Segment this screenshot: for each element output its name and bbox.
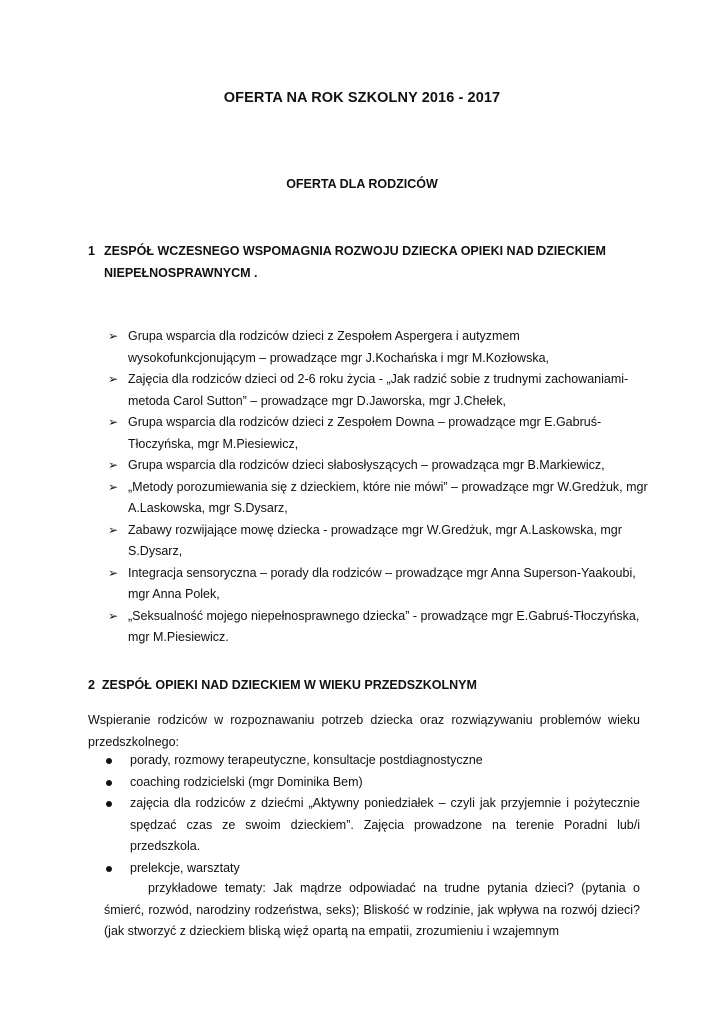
arrow-bullet-icon: ➢ xyxy=(108,479,119,494)
list-item: porady, rozmowy terapeutyczne, konsultacje postdiagnostyczne xyxy=(104,750,640,772)
section-2-heading-text: ZESPÓŁ OPIEKI NAD DZIECKIEM W WIEKU PRZEDSZKOLNYM xyxy=(101,678,477,692)
section-1-heading-line2: NIEPEŁNOSPRAWNYCM . xyxy=(104,266,258,280)
list-item: coaching rodzicielski (mgr Dominika Bem) xyxy=(104,772,640,794)
list-item: ➢ „Metody porozumiewania się z dzieckiem, które nie mówi” – prowadzące mgr W.Gredżuk, mgr A.Laskowska, mgr S.Dysarz, xyxy=(108,477,648,520)
arrow-bullet-icon: ➢ xyxy=(108,458,119,472)
list-item: prelekcje, warsztaty xyxy=(104,858,640,880)
section-2-intro: Wspieranie rodziców w rozpoznawaniu potrzeb dziecka oraz rozwiązywaniu problemów wieku przedszkolnego: xyxy=(88,713,640,749)
list-item: ➢ Grupa wsparcia dla rodziców dzieci z Zespołem Aspergera i autyzmem wysokofunkcjonującym – prowadzące mgr J.Kochańska i mgr M.Kozłowska, xyxy=(108,326,648,369)
arrow-bullet-icon: ➢ xyxy=(108,372,119,386)
section-1-heading xyxy=(88,240,648,284)
bullet-dot-icon xyxy=(106,866,112,872)
bullet-dot-icon xyxy=(106,801,112,807)
arrow-bullet-icon: ➢ xyxy=(108,608,119,623)
list-item: ➢ Zabawy rozwijające mowę dziecka - prowadzące mgr W.Gredżuk, mgr A.Laskowska, mgr S.Dysarz, xyxy=(108,520,648,563)
arrow-bullet-icon: ➢ xyxy=(108,565,119,580)
section-1-list xyxy=(108,326,648,649)
document-subtitle: OFERTA DLA RODZICÓW xyxy=(286,177,438,191)
list-item: ➢ „Seksualność mojego niepełnosprawnego dziecka” - prowadzące mgr E.Gabruś-Tłoczyńska, mgr M.Piesiewicz. xyxy=(108,606,648,649)
list-item: ➢ Integracja sensoryczna – porady dla rodziców – prowadzące mgr Anna Superson-Yaakoubi, mgr Anna Polek, xyxy=(108,563,648,606)
list-item: ➢ Zajęcia dla rodziców dzieci od 2-6 roku życia - „Jak radzić sobie z trudnymi zachowaniami- metoda Carol Sutton” – prowadzące mgr D.Jaworska, mgr J.Chełek, xyxy=(108,369,648,412)
section-1-heading-line1: ZESPÓŁ WCZESNEGO WSPOMAGNIA ROZWOJU DZIECKA OPIEKI NAD DZIECKIEM xyxy=(104,244,606,258)
section-2-topics: przykładowe tematy: Jak mądrze odpowiadać na trudne pytania dzieci? (pytania o śmierć, rozwód, narodziny rodzeństwa, seks); Bliskość w rodzinie, jak wpływa na rozwój dzieci? (jak stworzyć z dzieckiem bliską więź opartą na empatii, zrozumieniu i wzajemnym xyxy=(104,881,640,938)
arrow-bullet-icon: ➢ xyxy=(108,329,119,343)
arrow-bullet-icon: ➢ xyxy=(108,522,119,537)
list-item: ➢ Grupa wsparcia dla rodziców dzieci słabosłyszących – prowadząca mgr B.Markiewicz, xyxy=(108,455,648,477)
document-title: OFERTA NA ROK SZKOLNY 2016 - 2017 xyxy=(223,90,501,106)
list-item: ➢ Grupa wsparcia dla rodziców dzieci z Zespołem Downa – prowadzące mgr E.Gabruś-Tłoczyńska, mgr M.Piesiewicz, xyxy=(108,412,648,455)
bullet-dot-icon xyxy=(106,780,112,786)
arrow-bullet-icon: ➢ xyxy=(108,415,119,429)
section-2-number: 2 xyxy=(88,678,95,692)
list-item: zajęcia dla rodziców z dziećmi „Aktywny poniedziałek – czyli jak przyjemnie i pożytecznie spędzać czas ze swoim dzieckiem”. Zajęcia prowadzone na terenie Poradni lub/i przedszkola. xyxy=(104,793,640,858)
section-1-number: 1 xyxy=(88,244,95,258)
section-2-heading xyxy=(88,678,648,692)
section-2-list xyxy=(104,750,640,879)
bullet-dot-icon xyxy=(106,758,112,764)
